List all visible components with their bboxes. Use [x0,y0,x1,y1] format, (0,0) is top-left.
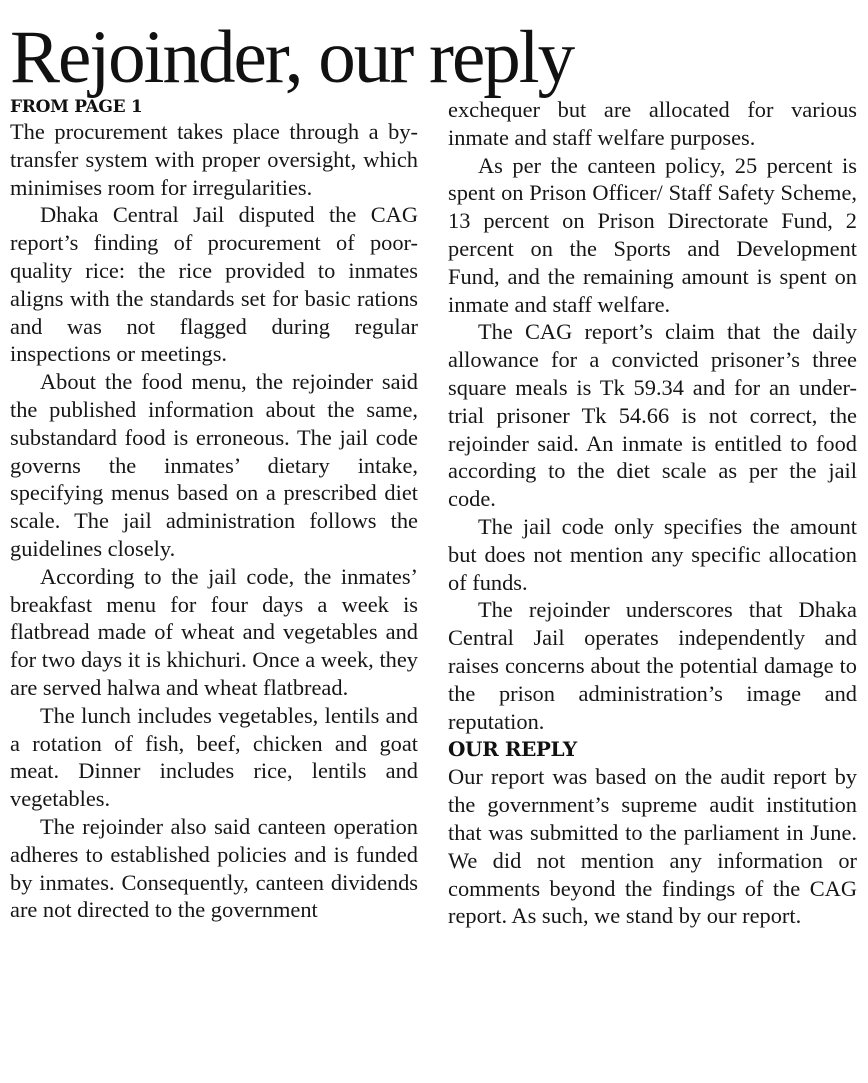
paragraph: According to the jail code, the inmates’ breakfast menu for four days a week is flatbread made of wheat and vegetables and for two days it is khichuri. Once a week, they are served halwa and wheat flatbread. [10,563,418,700]
paragraph: Dhaka Central Jail disputed the CAG report’s finding of procurement of poor-quality rice: the rice provided to inmates aligns with the standards set for basic rations and was not flagged during regular inspections or meetings. [10,202,418,367]
headline: Rejoinder, our reply [10,16,574,99]
paragraph: The rejoinder also said canteen operation adheres to established policies and is funded by inmates. Consequently, canteen dividends are not directed to the government [10,813,418,923]
reply-paragraph: Our report was based on the audit report by the government’s supreme audit institution that was submitted to the parliament in June. We did not mention any information or comments beyond the findings of the CAG report. As such, we stand by our report. [448,764,857,929]
left-column [10,96,418,924]
paragraph: As per the canteen policy, 25 percent is spent on Prison Officer/ Staff Safety Scheme, 13 percent on Prison Directorate Fund, 2 percent on the Sports and Development Fund, and the remaining amount is spent on inmate and staff welfare. [448,152,857,317]
continuation-kicker: FROM PAGE 1 [10,97,143,117]
paragraph: The rejoinder underscores that Dhaka Central Jail operates independently and raises concerns about the potential damage to the prison administration’s image and reputation. [448,597,857,734]
our-reply-subhead: OUR REPLY [448,737,577,762]
paragraph: The jail code only specifies the amount but does not mention any specific allocation of funds. [448,513,857,595]
paragraph: The procurement takes place through a by-transfer system with proper oversight, which minimises room for irregularities. [10,119,418,200]
paragraph: exchequer but are allocated for various inmate and staff welfare purposes. [448,97,857,150]
paragraph: About the food menu, the rejoinder said the published information about the same, substandard food is erroneous. The jail code governs the inmates’ dietary intake, specifying menus based on a prescribed diet scale. The jail administration follows the guidelines closely. [10,369,418,561]
paragraph: The CAG report’s claim that the daily allowance for a convicted prisoner’s three square meals is Tk 59.34 and for an under-trial prisoner Tk 54.66 is not correct, the rejoinder said. An inmate is entitled to food according to the diet scale as per the jail code. [448,319,857,512]
paragraph: The lunch includes vegetables, lentils and a rotation of fish, beef, chicken and goat meat. Dinner includes rice, lentils and vegetables. [10,702,418,812]
right-column [448,96,857,930]
